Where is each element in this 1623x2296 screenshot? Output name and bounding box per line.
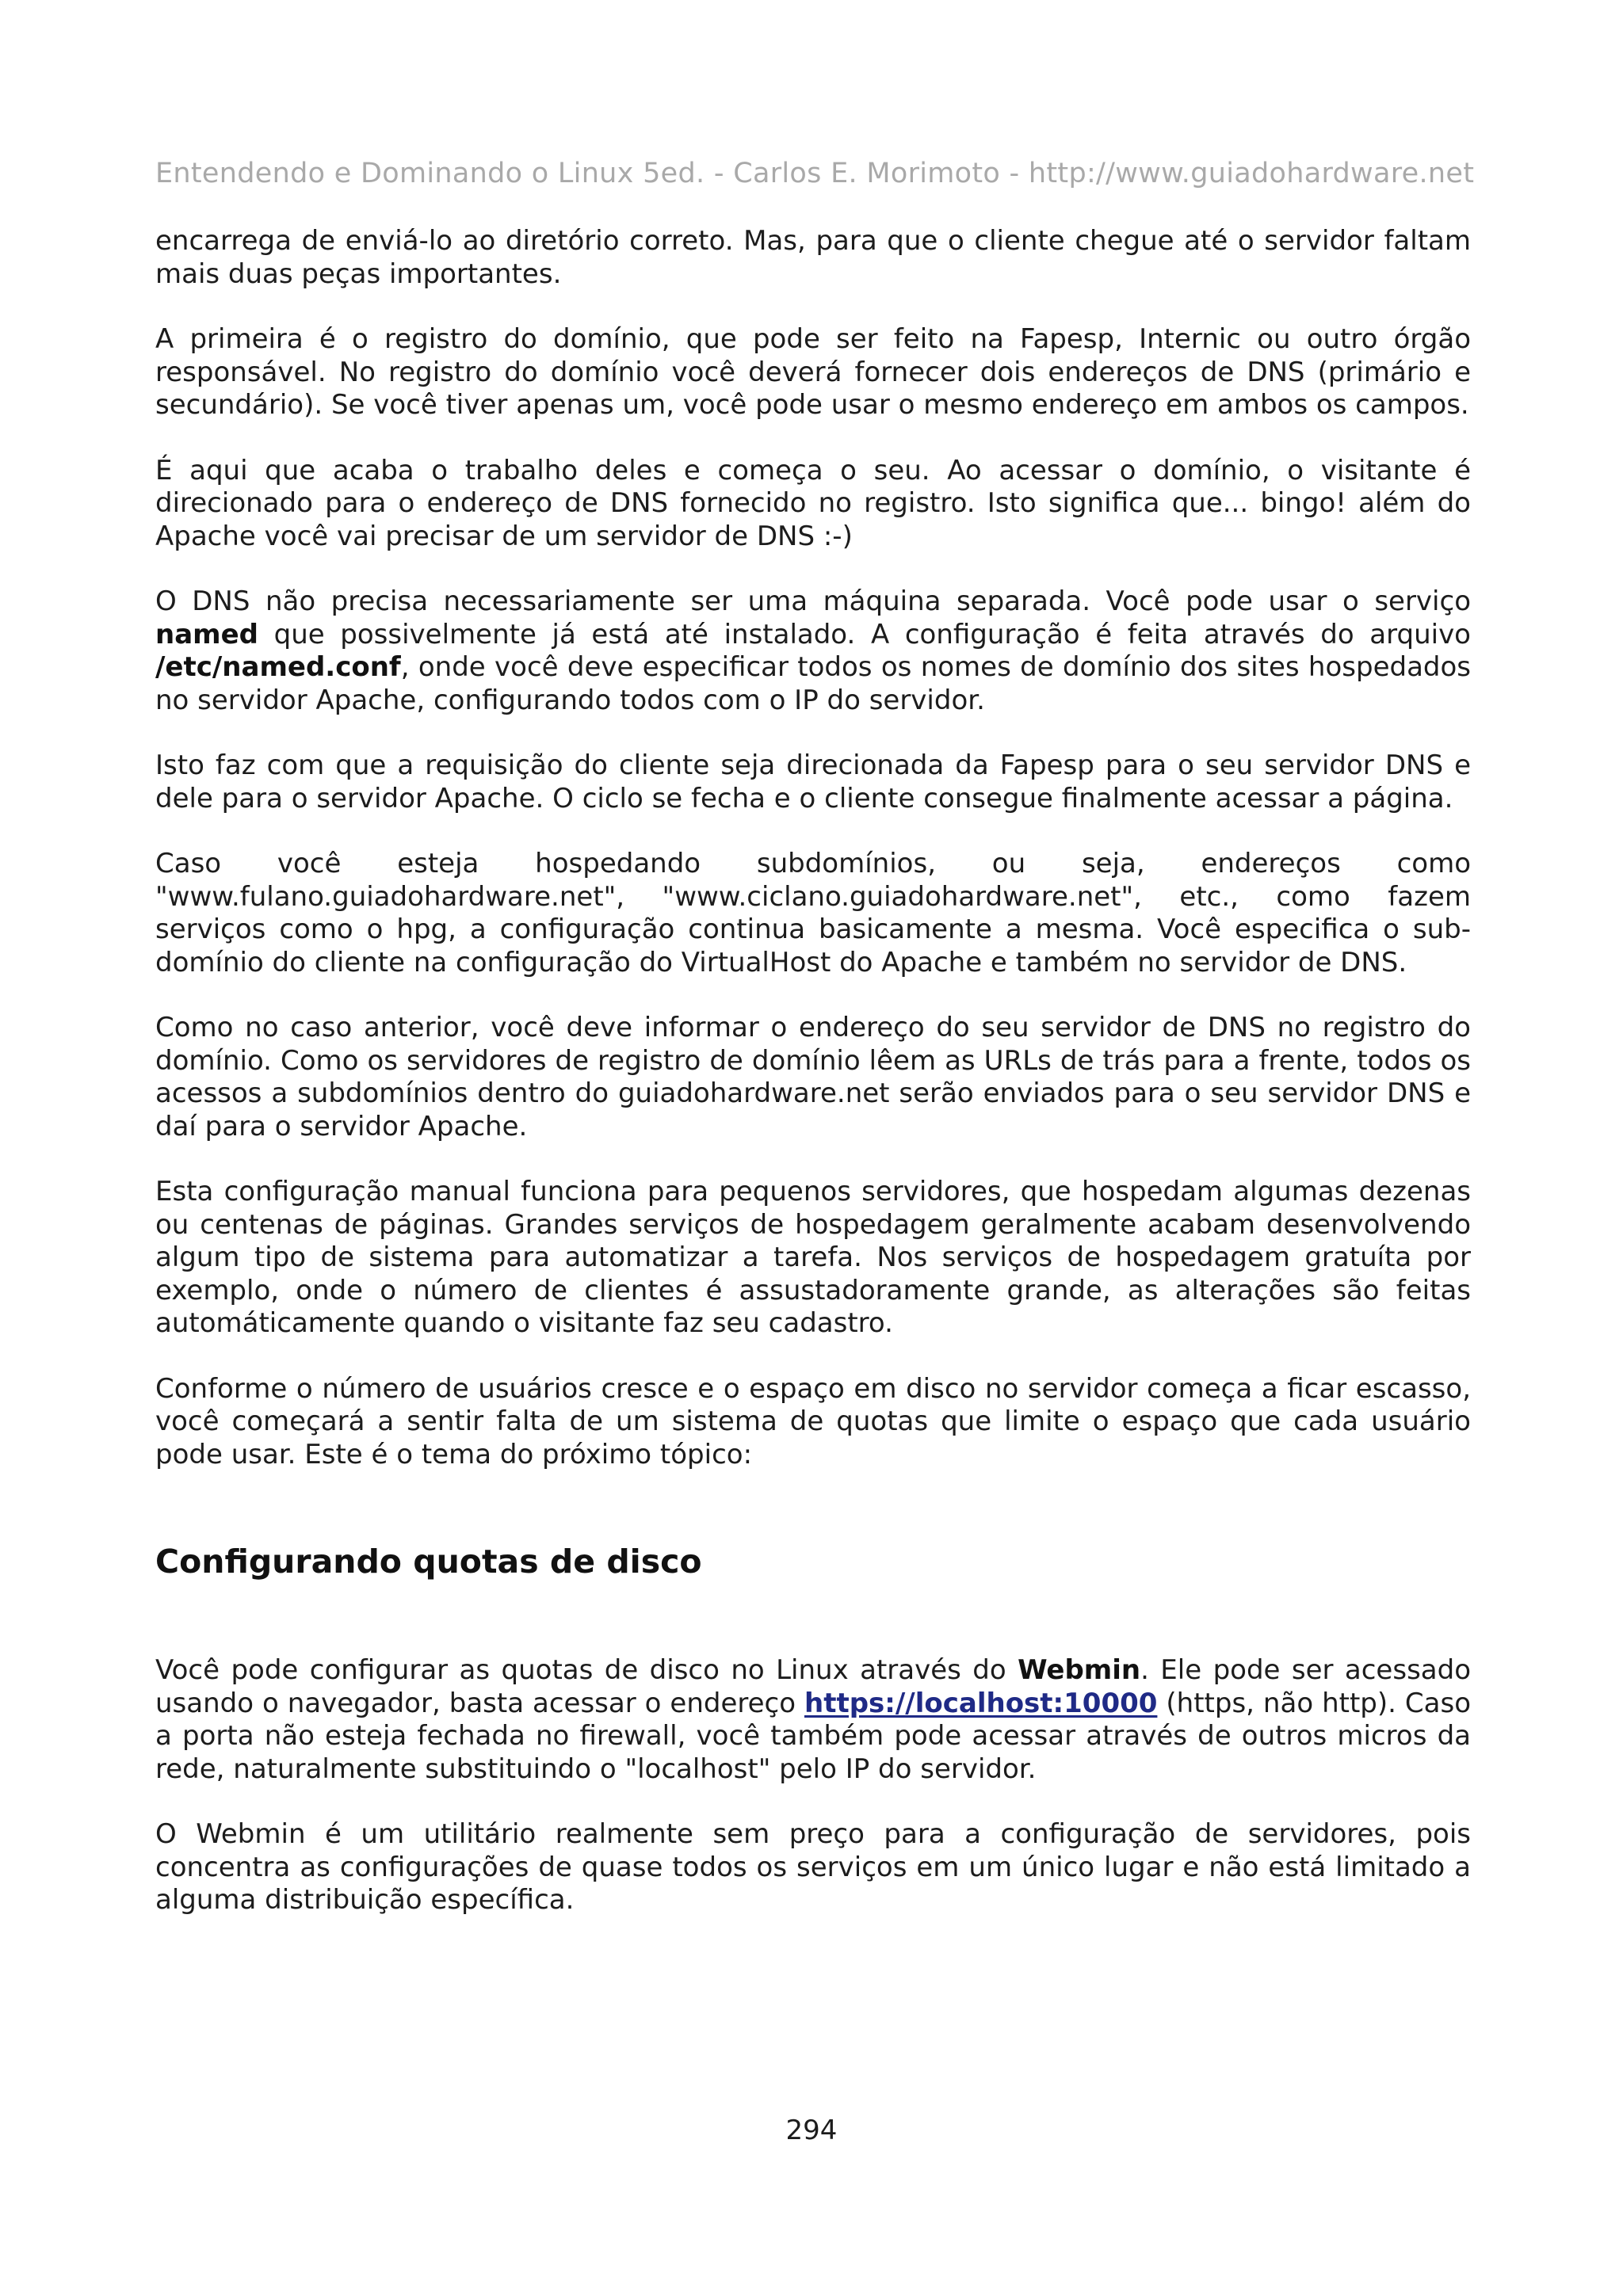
paragraph: É aqui que acaba o trabalho deles e começa o seu. Ao acessar o domínio, o visitante é direcionado para o endereço de DNS fornecido no registro. Isto significa que... bingo! além do Apache você vai precisar de um servidor de DNS :-) bbox=[155, 454, 1471, 552]
paragraph-text: (https, não http). Caso a porta não esteja fechada no firewall, você também pode acessar através de outros micros da rede, naturalmente substituindo o "localhost" pelo IP do servidor. bbox=[155, 1687, 1471, 1785]
paragraph bbox=[155, 1654, 1471, 1786]
paragraph: O Webmin é um utilitário realmente sem preço para a configuração de servidores, pois concentra as configurações de quase todos os serviços em um único lugar e não está limitado a alguma distribuição específica. bbox=[155, 1818, 1471, 1916]
section-heading: Configurando quotas de disco bbox=[155, 1543, 702, 1581]
paragraph bbox=[155, 585, 1471, 717]
paragraph: encarrega de enviá-lo ao diretório correto. Mas, para que o cliente chegue até o servidor faltam mais duas peças importantes. bbox=[155, 225, 1471, 290]
paragraph-text: O DNS não precisa necessariamente ser uma máquina separada. Você pode usar o serviço bbox=[155, 585, 1471, 617]
page-number: 294 bbox=[785, 2115, 838, 2146]
paragraph-text: . Ele pode ser acessado usando o navegador, basta acessar o endereço bbox=[155, 1654, 1471, 1719]
paragraph: A primeira é o registro do domínio, que pode ser feito na Fapesp, Internic ou outro órgão responsável. No registro do domínio você deverá fornecer dois endereços de DNS (primário e secundário). Se você tiver apenas um, você pode usar o mesmo endereço em ambos os campos. bbox=[155, 323, 1471, 421]
page-body bbox=[155, 225, 1471, 1950]
running-header: Entendendo e Dominando o Linux 5ed. - Carlos E. Morimoto - http://www.guiadohardware.net bbox=[155, 158, 1475, 189]
paragraph-text: que possivelmente já está até instalado. A configuração é feita através do arquivo bbox=[258, 618, 1471, 650]
paragraph: Isto faz com que a requisição do cliente seja direcionada da Fapesp para o seu servidor DNS e dele para o servidor Apache. O ciclo se fecha e o cliente consegue finalmente acessar a página. bbox=[155, 749, 1471, 814]
paragraph: Como no caso anterior, você deve informar o endereço do seu servidor de DNS no registro do domínio. Como os servidores de registro de domínio lêem as URLs de trás para a frente, todos os acessos a subdomínios dentro do guiadohardware.net serão enviados para o seu servidor DNS e daí para o servidor Apache. bbox=[155, 1012, 1471, 1142]
paragraph-text: Você pode configurar as quotas de disco no Linux através do bbox=[155, 1654, 1018, 1686]
paragraph: Caso você esteja hospedando subdomínios, ou seja, endereços como "www.fulano.guiadohardware.net", "www.ciclano.guiadohardware.net", etc., como fazem serviços como o hpg, a configuração continua basicamente a mesma. Você especifica o sub-domínio do cliente na configuração do VirtualHost do Apache e também no servidor de DNS. bbox=[155, 848, 1471, 978]
webmin-url-link[interactable]: https://localhost:10000 bbox=[804, 1687, 1158, 1719]
paragraph: Conforme o número de usuários cresce e o espaço em disco no servidor começa a ficar escasso, você começará a sentir falta de um sistema de quotas que limite o espaço que cada usuário pode usar. Este é o tema do próximo tópico: bbox=[155, 1372, 1471, 1470]
bold-term-webmin: Webmin bbox=[1018, 1654, 1141, 1686]
bold-term-config-file: /etc/named.conf bbox=[155, 651, 401, 683]
paragraph: Esta configuração manual funciona para pequenos servidores, que hospedam algumas dezenas ou centenas de páginas. Grandes serviços de hospedagem geralmente acabam desenvolvendo algum tipo de sistema para automatizar a tarefa. Nos serviços de hospedagem gratuíta por exemplo, onde o número de clientes é assustadoramente grande, as alterações são feitas automáticamente quando o visitante faz seu cadastro. bbox=[155, 1176, 1471, 1339]
paragraph-text: , onde você deve especificar todos os nomes de domínio dos sites hospedados no servidor Apache, configurando todos com o IP do servidor. bbox=[155, 651, 1471, 716]
bold-term-named: named bbox=[155, 618, 258, 650]
